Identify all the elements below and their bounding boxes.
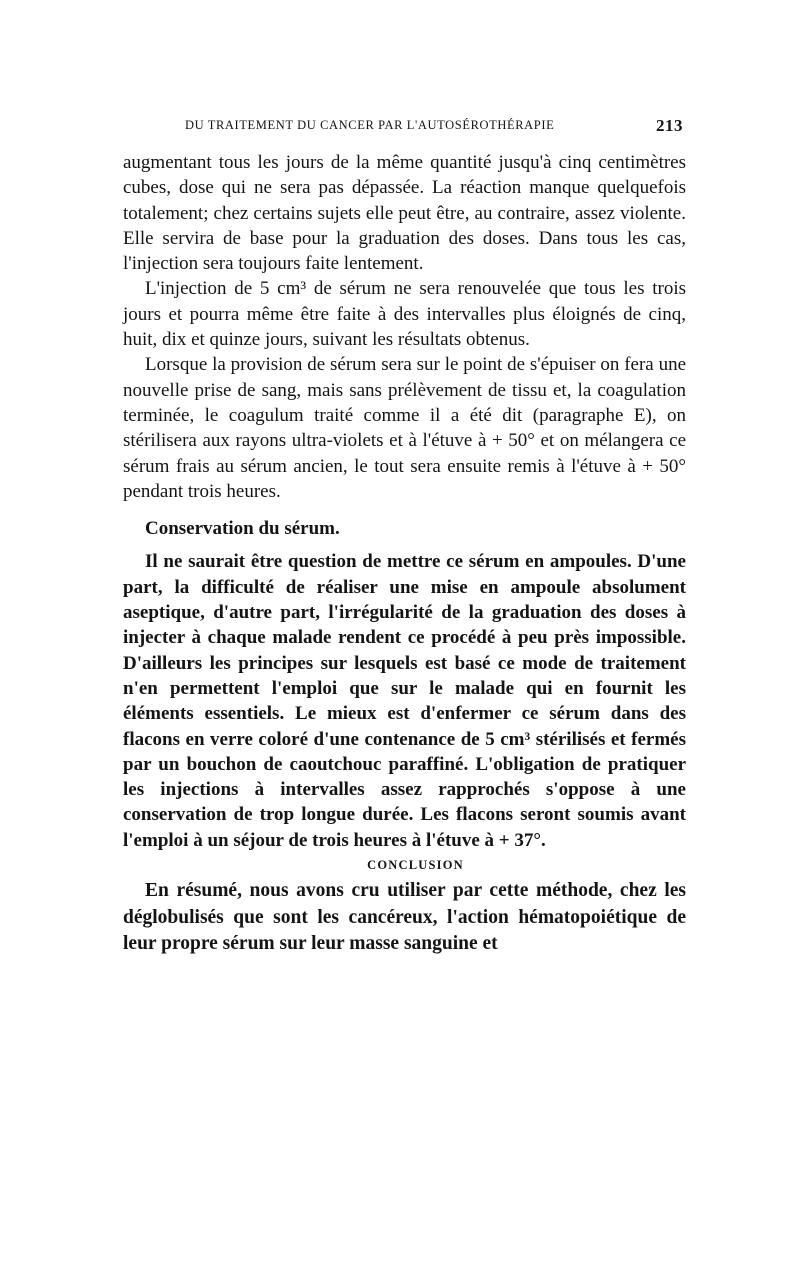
page-number: 213 [656,116,683,135]
paragraph-injection-schedule: L'injection de 5 cm³ de sérum ne sera renouvelée que tous les trois jours et pourra même être faite à des intervalles plus éloignés de cinq, huit, dix et quinze jours, suivant les résultats obtenus. [123,278,686,351]
body-text [123,150,686,958]
running-head [185,116,683,138]
paragraph-continuation: augmentant tous les jours de la même quantité jusqu'à cinq centimètres cubes, dose qui ne sera pas dépassée. La réaction manque quelquefois totalement; chez certains sujets elle peut être, au contraire, assez violente. Elle servira de base pour la graduation des doses. Dans tous les cas, l'injection sera toujours faite lentement. [123,152,686,275]
paragraph-conservation: Il ne saurait être question de mettre ce sérum en ampoules. D'une part, la difficulté de réaliser une mise en ampoule absolument aseptique, d'autre part, l'irrégularité de la graduation des doses à injecter à chaque malade rendent ce procédé à peu près impossible. D'ailleurs les principes sur lesquels est basé ce mode de traitement n'en permettent l'emploi que sur le malade qui en fournit les éléments essentiels. Le mieux est d'enfermer ce sérum dans des flacons en verre coloré d'une contenance de 5 cm³ stérilisés et fermés par un bouchon de caoutchouc paraffiné. L'obligation de pratiquer les injections à intervalles assez rapprochés s'oppose à une conservation de trop longue durée. Les flacons seront soumis avant l'emploi à un séjour de trois heures à l'étuve à + 37°. [123,551,686,851]
paragraph-conclusion: En résumé, nous avons cru utiliser par cette méthode, chez les déglobulisés que sont les cancéreux, l'action hématopoiétique de leur propre sérum sur leur masse sanguine et [123,880,686,955]
section-title: Conservation du sérum. [145,518,340,540]
conclusion-heading: CONCLUSION [367,858,464,873]
paragraph-serum-renewal: Lorsque la provision de sérum sera sur le point de s'épuiser on fera une nouvelle prise de sang, mais sans prélèvement de tissu et, la coagulation terminée, le coagulum traité comme il a été dit (paragraphe E), on stérilisera aux rayons ultra-violets et à l'étuve à + 50° et on mélangera ce sérum frais au sérum ancien, le tout sera ensuite remis à l'étuve à + 50° pendant trois heures. [123,354,686,502]
running-title: DU TRAITEMENT DU CANCER PAR L'AUTOSÉROTHÉRAPIE [185,118,555,132]
